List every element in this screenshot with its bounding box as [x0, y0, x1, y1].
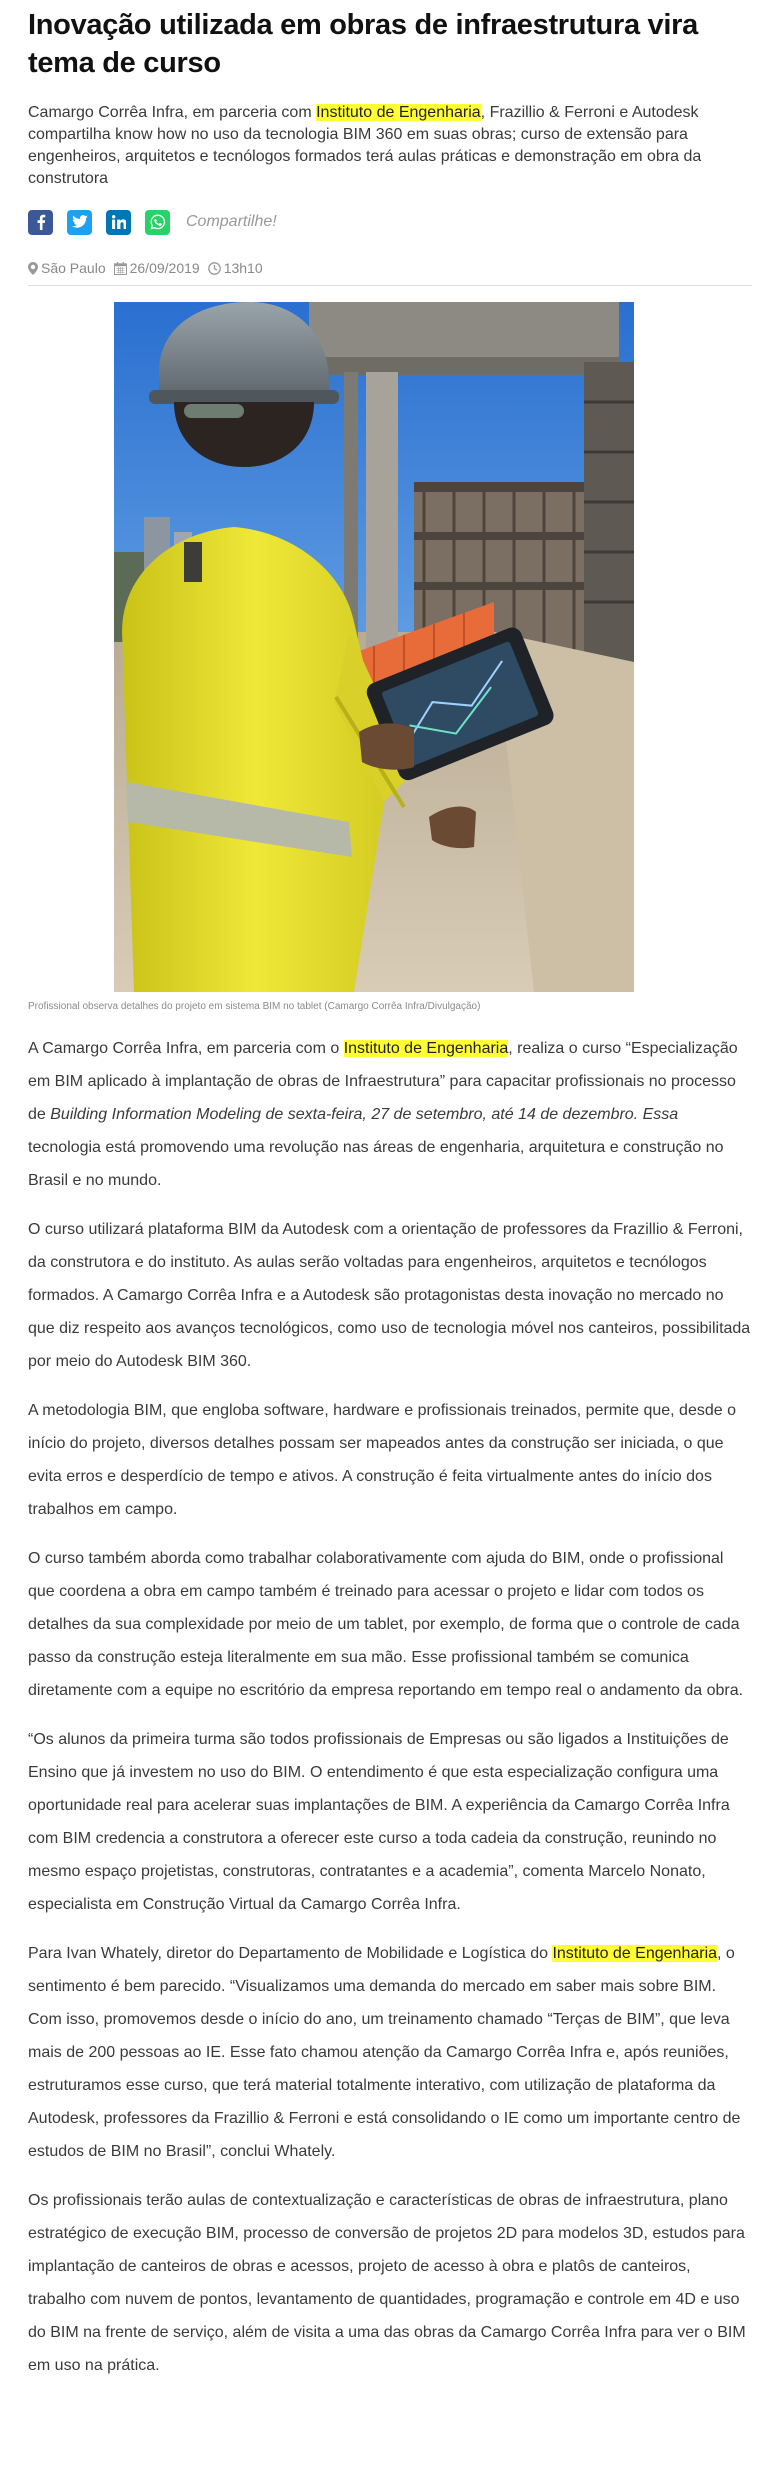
linkedin-icon	[112, 215, 126, 229]
p6-text-a: Para Ivan Whately, diretor do Departamento de Mobilidade e Logística do	[28, 1945, 553, 1962]
article-lead	[28, 102, 752, 190]
body-paragraph-7: Os profissionais terão aulas de contextualização e características de obras de infraestrutura, plano estratégico de execução BIM, processo de conversão de projetos 2D para modelos 3D, estudos para implantação de canteiros de obras e acessos, projeto de acesso à obra e platôs de canteiros, trabalho com nuvem de pontos, levantamento de quantidades, programação e controle em 4D e uso do BIM na frente de serviço, além de visita a uma das obras da Camargo Corrêa Infra para ver o BIM em uso na prática.	[28, 2192, 746, 2374]
share-label: Compartilhe!	[186, 213, 277, 230]
p1-italic-text: Building Information Modeling de sexta-feira, 27 de setembro, até 14 de dezembro. Essa	[50, 1106, 679, 1123]
calendar-icon	[114, 262, 127, 275]
photo-caption: Profissional observa detalhes do projeto em sistema BIM no tablet (Camargo Corrêa Infra/Divulgação)	[28, 1001, 481, 1012]
time-text: 13h10	[223, 260, 263, 276]
article-meta	[28, 256, 752, 280]
p1-text-c: tecnologia está promovendo uma revolução nas áreas de engenharia, arquitetura e construção no Brasil e no mundo.	[28, 1139, 724, 1189]
lead-highlight-link[interactable]: Instituto de Engenharia	[316, 104, 481, 121]
p1-text-b: , realiza o curso “Especialização em BIM aplicado à implantação de obras de Infraestrutura” para capacitar profissionais no processo de	[28, 1040, 738, 1123]
p6-text-b: , o sentimento é bem parecido. “Visualizamos uma demanda do mercado em saber mais sobre BIM. Com isso, promovemos desde o início do ano, um treinamento chamado “Terças de BIM”, que leva mais de 200 pessoas ao IE. Esse fato chamou atenção da Camargo Corrêa Infra e, após reuniões, estruturamos esse curso, que terá material totalmente interativo, com utilização de plataforma da Autodesk, professores da Frazillio & Ferroni e está consolidando o IE como um importante centro de estudos de BIM no Brasil”, conclui Whately.	[28, 1945, 741, 2160]
p1-highlight-link[interactable]: Instituto de Engenharia	[343, 1040, 509, 1057]
twitter-share-button[interactable]	[67, 210, 92, 235]
p1-text-a: A Camargo Corrêa Infra, em parceria com o	[28, 1040, 344, 1057]
meta-divider	[28, 285, 752, 286]
whatsapp-icon	[150, 214, 166, 230]
map-marker-icon	[28, 262, 38, 275]
meta-location	[28, 260, 106, 276]
article-title: Inovação utilizada em obras de infraestrutura vira tema de curso	[28, 9, 698, 79]
body-paragraph-6	[28, 1937, 752, 2168]
body-paragraph-2: O curso utilizará plataforma BIM da Autodesk com a orientação de professores da Frazillio & Ferroni, da construtora e do instituto. As aulas serão voltadas para engenheiros, arquitetos e tecnólogos formados. A Camargo Corrêa Infra e a Autodesk são protagonistas desta inovação no mercado no que diz respeito aos avanços tecnológicos, como uso de tecnologia móvel nos canteiros, possibilitada por meio do Autodesk BIM 360.	[28, 1221, 751, 1370]
body-paragraph-1	[28, 1032, 752, 1197]
lead-text-start: Camargo Corrêa Infra, em parceria com	[28, 104, 317, 121]
date-text: 26/09/2019	[129, 260, 200, 276]
lead-text-end: , Frazillio & Ferroni e Autodesk compartilha know how no uso da tecnologia BIM 360 em suas obras; curso de extensão para engenheiros, arquitetos e tecnólogos formados terá aulas práticas e demonstração em obra da construtora	[28, 104, 702, 187]
p6-highlight-link[interactable]: Instituto de Engenharia	[552, 1945, 718, 1962]
body-paragraph-3: A metodologia BIM, que engloba software, hardware e profissionais treinados, permite que, desde o início do projeto, diversos detalhes possam ser mapeados antes da construção ser iniciada, o que evita erros e desperdício de tempo e ativos. A construção é feita virtualmente antes do início dos trabalhos em campo.	[28, 1402, 736, 1518]
linkedin-share-button[interactable]	[106, 210, 131, 235]
meta-time	[208, 260, 263, 276]
body-paragraph-5: “Os alunos da primeira turma são todos profissionais de Empresas ou são ligados a Instituições de Ensino que já investem no uso do BIM. O entendimento é que esta especialização configura uma oportunidade real para acelerar suas implantações de BIM. A experiência da Camargo Corrêa Infra com BIM credencia a construtora a oferecer este curso a toda cadeia da construção, reunindo no mesmo espaço projetistas, construtoras, contratantes e a academia”, comenta Marcelo Nonato, especialista em Construção Virtual da Camargo Corrêa Infra.	[28, 1731, 730, 1913]
facebook-share-button[interactable]	[28, 210, 53, 235]
article-body	[28, 1032, 752, 2382]
twitter-icon	[72, 215, 88, 229]
whatsapp-share-button[interactable]	[145, 210, 170, 235]
meta-date	[114, 260, 200, 276]
body-paragraph-4: O curso também aborda como trabalhar colaborativamente com ajuda do BIM, onde o profissional que coordena a obra em campo também é treinado para acessar o projeto e lidar com todos os detalhes da sua complexidade por meio de um tablet, por exemplo, de forma que o controle de cada passo da construção esteja literalmente em sua mão. Esse profissional também se comunica diretamente com a equipe no escritório da empresa reportando em tempo real o andamento da obra.	[28, 1550, 744, 1699]
location-text: São Paulo	[41, 260, 106, 276]
article-photo	[114, 302, 634, 992]
clock-icon	[208, 262, 221, 275]
facebook-icon	[34, 214, 48, 230]
share-bar	[28, 208, 752, 236]
